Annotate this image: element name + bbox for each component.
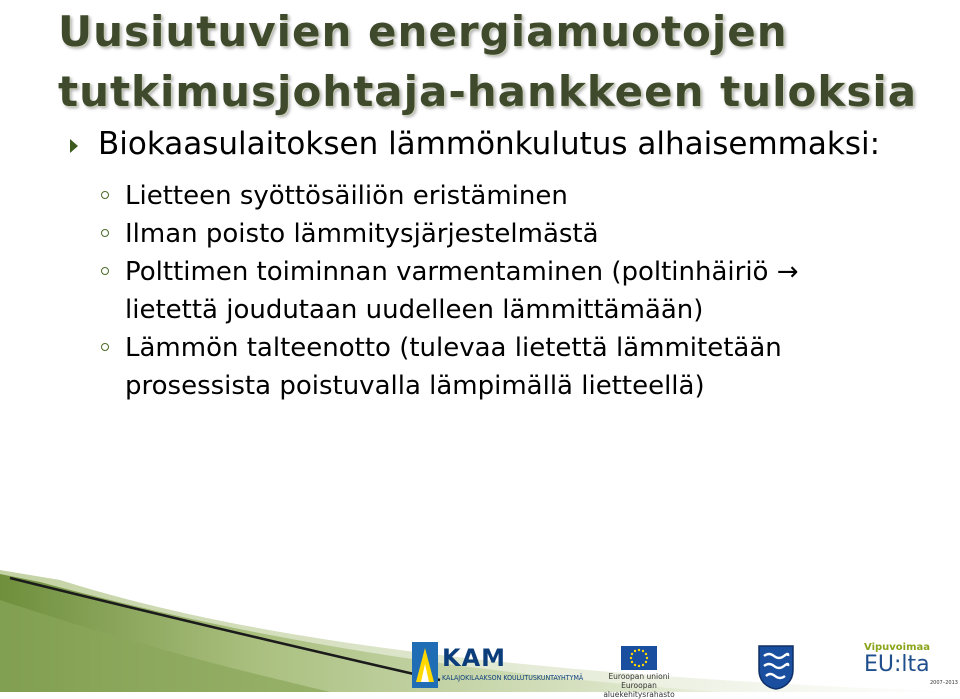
slide-title — [58, 2, 948, 122]
circle-bullet-icon — [101, 343, 109, 351]
list-item-text: Lämmön talteenotto (tulevaa lietettä lämmitetään prosessista poistuvalla lämpimällä lietteellä) — [125, 333, 782, 401]
vipu-years-text: 2007–2013 — [930, 680, 958, 686]
eu-logo — [590, 644, 690, 699]
eu-flag-icon — [621, 646, 657, 670]
bullet-main-text: Biokaasulaitoksen lämmönkulutus alhaisemmaksi: — [98, 126, 881, 162]
kam-logo — [412, 642, 584, 692]
sponsor-logos — [0, 630, 960, 699]
coat-of-arms-icon — [757, 644, 795, 690]
list-item — [125, 177, 885, 215]
eu-text-line1: Euroopan unioni — [608, 672, 670, 681]
title-line-2: tutkimusjohtaja-hankkeen tuloksia — [58, 67, 918, 116]
vipu-top-text: Vipuvoimaa — [864, 642, 931, 653]
vipuvoimaa-logo — [862, 642, 958, 692]
sub-bullet-list — [0, 177, 960, 405]
list-item-text: Polttimen toiminnan varmentaminen (poltinhäiriö → lietettä joudutaan uudelleen lämmittämään) — [125, 257, 799, 325]
list-item — [125, 329, 885, 405]
vipu-main-text: EU:lta — [864, 652, 930, 677]
list-item-text: Ilman poisto lämmitysjärjestelmästä — [125, 219, 599, 249]
circle-bullet-icon — [101, 267, 109, 275]
eu-text-line2: Euroopan aluekehitysrahasto — [603, 681, 675, 699]
triangle-bullet-icon — [70, 139, 78, 153]
circle-bullet-icon — [101, 191, 109, 199]
kam-emblem-icon — [412, 642, 438, 688]
title-line-1: Uusiutuvien energiamuotojen — [58, 7, 788, 56]
bullet-main — [98, 124, 938, 164]
circle-bullet-icon — [101, 229, 109, 237]
slide-body — [0, 124, 960, 405]
kam-name: KAM — [442, 644, 507, 672]
list-item — [125, 253, 885, 329]
list-item — [125, 215, 885, 253]
list-item-text: Lietteen syöttösäiliön eristäminen — [125, 181, 568, 211]
kam-subtitle: KALAJOKILAAKSON KOULUTUSKUNTAYHTYMÄ — [442, 674, 584, 682]
